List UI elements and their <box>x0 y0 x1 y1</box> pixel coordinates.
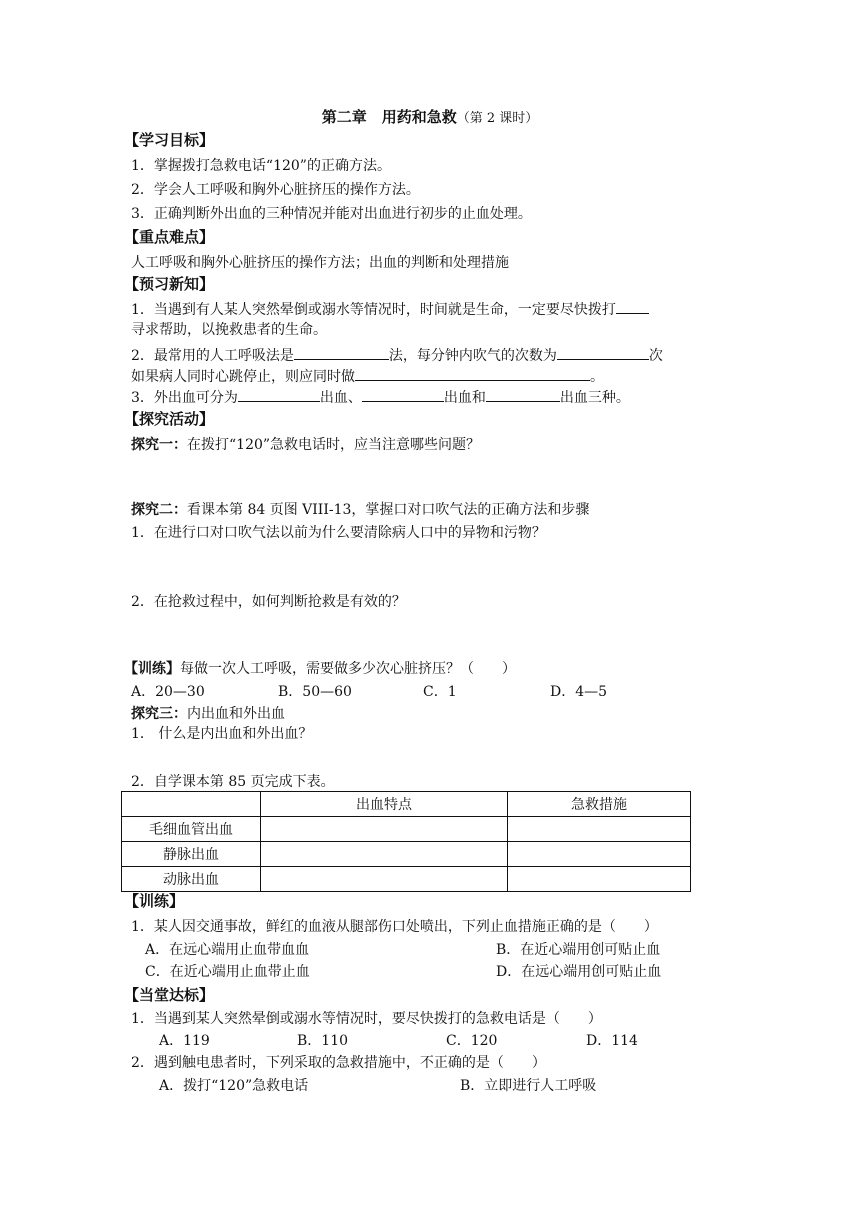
table-row <box>122 867 691 892</box>
table-cell[interactable] <box>261 817 508 842</box>
training-1: 【训练】每做一次人工呼吸，需要做多少次心脏挤压？（ ） <box>124 661 516 677</box>
blank-line[interactable] <box>362 386 444 402</box>
heading-key-points: 【重点难点】 <box>124 228 215 246</box>
heading-preview: 【预习新知】 <box>124 275 215 293</box>
training-1-option-c: C．1 <box>423 684 457 700</box>
objective-3: 3．正确判断外出血的三种情况并能对出血进行初步的止血处理。 <box>131 206 532 222</box>
explore-2-q2: 2．在抢救过程中，如何判断抢救是有效的？ <box>131 594 406 610</box>
explore-3-q2: 2．自学课本第 85 页完成下表。 <box>131 774 335 790</box>
explore-2: 探究二：看课本第 84 页图 VIII-13，掌握口对口吹气法的正确方法和步骤 <box>131 502 590 518</box>
table-header-row <box>122 792 691 817</box>
assessment-q1-option-c: C．120 <box>446 1033 498 1049</box>
heading-explore: 【探究活动】 <box>124 410 215 428</box>
table-header-cell: 出血特点 <box>261 792 508 817</box>
assessment-q1-option-d: D．114 <box>586 1033 638 1049</box>
assessment-q1-option-b: B．110 <box>297 1033 349 1049</box>
assessment-q1: 1．当遇到某人突然晕倒或溺水等情况时，要尽快拨打的急救电话是（ ） <box>131 1011 602 1027</box>
explore-3-q1: 1． 什么是内出血和外出血？ <box>131 726 313 742</box>
preview-q1-cont: 寻求帮助，以挽救患者的生命。 <box>131 322 327 338</box>
blank-line[interactable] <box>557 344 649 360</box>
preview-q2: 2．最常用的人工呼吸法是 法，每分钟内吹气的次数为 次 <box>131 344 663 366</box>
blank-line[interactable] <box>616 298 649 314</box>
table-row-label: 毛细血管出血 <box>122 817 261 842</box>
table-header-cell <box>122 792 261 817</box>
assessment-q1-option-a: A．119 <box>159 1033 210 1049</box>
training-1-option-b: B．50—60 <box>278 684 352 700</box>
objective-2: 2．学会人工呼吸和胸外心脏挤压的操作方法。 <box>131 182 420 198</box>
title-sub: （第 2 课时） <box>456 111 539 126</box>
page-title <box>0 107 860 129</box>
table-cell[interactable] <box>261 842 508 867</box>
key-points-text: 人工呼吸和胸外心脏挤压的操作方法；出血的判断和处理措施 <box>131 255 509 271</box>
table-row <box>122 842 691 867</box>
blank-line[interactable] <box>486 386 560 402</box>
explore-1: 探究一：在拨打“120”急救电话时，应当注意哪些问题？ <box>131 437 481 453</box>
blank-line[interactable] <box>238 386 320 402</box>
assessment-q2-option-b: B．立即进行人工呼吸 <box>460 1078 597 1094</box>
table-cell[interactable] <box>508 842 691 867</box>
preview-q2-cont: 如果病人同时心跳停止，则应同时做 。 <box>131 365 604 387</box>
heading-assessment: 【当堂达标】 <box>124 986 215 1004</box>
assessment-q2-option-a: A．拨打“120”急救电话 <box>159 1078 309 1094</box>
assessment-q2: 2．遇到触电患者时，下列采取的急救措施中，不正确的是（ ） <box>131 1055 546 1071</box>
explore-2-q1: 1．在进行口对口吹气法以前为什么要清除病人口中的异物和污物？ <box>131 525 546 541</box>
blank-line[interactable] <box>294 344 389 360</box>
table-row <box>122 817 691 842</box>
preview-q1: 1．当遇到有人某人突然晕倒或溺水等情况时，时间就是生命，一定要尽快拨打 <box>131 298 649 320</box>
training-2-option-b: B．在近心端用创可贴止血 <box>496 942 661 958</box>
table-row-label: 静脉出血 <box>122 842 261 867</box>
table-cell[interactable] <box>261 867 508 892</box>
objective-1: 1．掌握拨打急救电话“120”的正确方法。 <box>131 158 391 174</box>
blank-line[interactable] <box>355 365 590 381</box>
title-main: 第二章 用药和急救 <box>321 108 457 126</box>
training-2-option-d: D．在远心端用创可贴止血 <box>496 964 662 980</box>
explore-3: 探究三：内出血和外出血 <box>131 706 285 722</box>
training-1-option-a: A．20—30 <box>131 684 205 700</box>
training-2-option-a: A．在远心端用止血带血血 <box>145 942 310 958</box>
training-2-option-c: C．在近心端用止血带止血 <box>145 964 310 980</box>
heading-training-2: 【训练】 <box>124 892 185 910</box>
preview-q3: 3．外出血可分为 出血、 出血和 出血三种。 <box>131 386 630 408</box>
table-cell[interactable] <box>508 867 691 892</box>
table-row-label: 动脉出血 <box>122 867 261 892</box>
heading-objectives: 【学习目标】 <box>124 131 215 149</box>
bleeding-table <box>121 791 691 892</box>
table-header-cell: 急救措施 <box>508 792 691 817</box>
training-1-option-d: D．4—5 <box>550 684 608 700</box>
table-cell[interactable] <box>508 817 691 842</box>
training-2-question: 1．某人因交通事故，鲜红的血液从腿部伤口处喷出，下列止血措施正确的是（ ） <box>131 919 658 935</box>
